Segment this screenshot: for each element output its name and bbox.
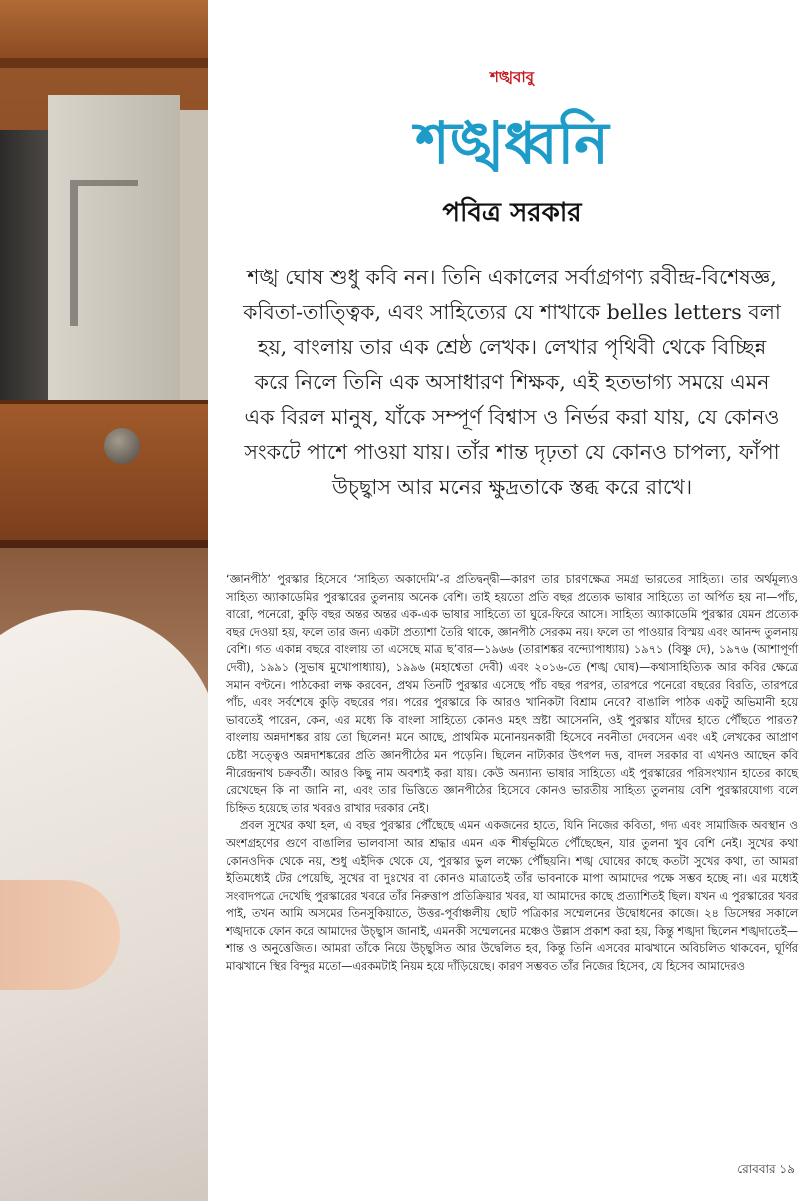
section-kicker: শঙ্খবাবু [489, 68, 535, 86]
body-paragraph-2: প্রবল সুখের কথা হল, এ বছর পুরস্কার পৌঁছেছে এমন একজনের হাতে, যিনি নিজের কবিতা, গদ্য এবং সামাজিক অবস্থান ও অংশগ্রহণের গুণে বাঙালির ভালবাসা আর শ্রদ্ধার এমন এক শীর্ষভূমিতে পৌঁছেছেন, যার তুলনা খুব বেশি নেই। সুখের কথা কোনওদিক থেকে নয়, শুধু এইদিক থেকে যে, পুরস্কার ভুল লক্ষ্যে পৌঁছয়নি। শঙ্খ ঘোষের কাছে কতটা সুখের কথা, তা আমরা ইতিমধ্যেই টের পেয়েছি, সুখের বা দুঃখের বা কোনও মাত্রাতেই তাঁর ভাবনাকে মাপা আমাদের পক্ষে সম্ভব হচ্ছে না। এর মধ্যেই সংবাদপত্রে দেখেছি পুরস্কারের খবরে তাঁর নিরুত্তাপ প্রতিক্রিয়ার খবর, যা আমাদের কাছে প্রত্যাশিতই ছিল। যখন এ পুরস্কারের খবর পাই, তখন আমি অসমের তিনসুকিয়াতে, উত্তর-পূর্বাঞ্চলীয় ছোট পত্রিকার সম্মেলনের উদ্বোধনের কাজে। ২৪ ডিসেম্বর সকালে শঙ্খদাকে ফোন করে আমাদের উচ্ছ্বাস জানাই, এমনকী সম্মেলনের মঞ্চেও উল্লাস প্রকাশ করা হয়, কিন্তু শঙ্খদা ছিলেন শঙ্খদাতেই—শান্ত ও অনুত্তেজিত। আমরা তাঁকে নিয়ে উচ্ছ্বসিত আর উদ্বেলিত হব, কিন্তু তিনি এসবের মাঝখানে অবিচলিত থাকবেন, ঘূর্ণির মাঝখানে স্থির বিন্দুর মতো—এরকমটাই নিয়ম হয়ে দাঁড়িয়েছে। কারণ সম্ভবত তাঁর নিজের হিসেব, যে হিসেব আমাদেরও [226, 819, 798, 974]
photo-shelf-top [0, 0, 208, 60]
article-body [226, 571, 798, 976]
lead-paragraph: শঙ্খ ঘোষ শুধু কবি নন। তিনি একালের সর্বাগ্রগণ্য রবীন্দ্র-বিশেষজ্ঞ, কবিতা-তাত্ত্বিক, এবং সাহিত্যের যে শাখাকে belles letters বলা হয়, বাংলায় তার এক শ্রেষ্ঠ লেখক। লেখার পৃথিবী থেকে বিচ্ছিন্ন করে নিলে তিনি এক অসাধারণ শিক্ষক, এই হতভাগ্য সময়ে এমন এক বিরল মানুষ, যাঁকে সম্পূর্ণ বিশ্বাস ও নির্ভর করা যায়, যে কোনও সংকটে পাশে পাওয়া যায়। তাঁর শান্ত দৃঢ়তা যে কোনও চাপল্য, ফাঁপা উচ্ছ্বাস আর মনের ক্ষুদ্রতাকে স্তব্ধ করে রাখে। [243, 265, 781, 499]
photo-shelf-edge [0, 58, 208, 68]
photo-book-lettering [70, 180, 138, 326]
page-footer: রোববার ১৯ [737, 1162, 795, 1176]
photo-drawer [0, 400, 208, 544]
photo-drawer-knob [104, 428, 140, 464]
photo-person-hand [0, 880, 120, 990]
photo-book-light-2 [180, 110, 208, 400]
article-title: শঙ্খধ্বনি [415, 109, 609, 177]
photo-drawer-edge [0, 540, 208, 548]
photo-book-dark [0, 130, 48, 400]
cover-photo [0, 0, 208, 1201]
article-author: পবিত্র সরকার [442, 198, 582, 228]
body-paragraph-1: ‘জ্ঞানপীঠ’ পুরস্কার হিসেবে ‘সাহিত্য অকাদেমি’-র প্রতিদ্বন্দ্বী—কারণ তার চারণক্ষেত্র সমগ্র ভারতের সাহিত্য। তার অর্থমূল্যও সাহিত্য অ্যাকাডেমির পুরস্কারের তুলনায় অনেক বেশি। তাই হয়তো প্রতি বছর প্রত্যেক ভাষার সাহিত্যে তা অর্পিত হয় না—পাঁচ, বারো, পনেরো, কুড়ি বছর অন্তর অন্তর এক-এক ভাষার সাহিত্যে তা ঘুরে-ফিরে আসে। সাহিত্য অ্যাকাডেমি পুরস্কার যেমন প্রত্যেক বছর দেওয়া হয়, ফলে তার জন্য একটা প্রত্যাশা তৈরি থাকে, জ্ঞানপীঠ সেরকম নয়। ফলে তা পাওয়ার বিস্ময় এবং আনন্দ তুলনায় বেশি। গত একান্ন বছরে বাংলায় তা এসেছে মাত্র ছ’বার—১৯৬৬ (তারাশঙ্কর বন্দ্যোপাধ্যায়) ১৯৭১ (বিষ্ণু দে), ১৯৭৬ (আশাপূর্ণা দেবী), ১৯৯১ (সুভাষ মুখোপাধ্যায়), ১৯৯৬ (মহাশ্বেতা দেবী) এবং ২০১৬-তে (শঙ্খ ঘোষ)—কথাসাহিত্যিক আর কবির ক্ষেত্রে সমান বণ্টনে। পাঠকেরা লক্ষ করবেন, প্রথম তিনটি পুরস্কার এসেছে পাঁচ বছর পরপর, তারপরে পনেরো বছরের বিরতি, তারপরে পাঁচ, এবং সর্বশেষে কুড়ি বছরের পর। পরের পুরস্কারে কি আরও খানিকটা বিশ্রাম নেবে? বাঙালি পাঠক একটু অভিমানী হয়ে ভাবতেই পারেন, কেন, এর মধ্যে কি বাংলা সাহিত্যে কোনও মহৎ স্রষ্টা আসেননি, ওই পুরস্কার যাঁদের হাতে পৌঁছতে পারত? বাংলায় অন্নদাশঙ্কর রায় তো ছিলেন! মনে আছে, প্রাথমিক মনোনয়নকারী হিসেবে নবনীতা দেবসেন এবং এই লেখকের আপ্রাণ চেষ্টা সত্ত্বেও অন্নদাশঙ্করের প্রতি জ্ঞানপীঠের মন পড়েনি। ছিলেন নাট্যকার উৎপল দত্ত, বাদল সরকার বা এখনও আছেন কবি নীরেন্দ্রনাথ চক্রবর্তী। আরও কিছু নাম অবশ্যই করা যায়। কেউ অন্যান্য ভাষার সাহিত্যে এই পুরস্কারের পরিসংখ্যান হাতের কাছে রেখেছেন কি না জানি না, এবং তার ভিত্তিতে জ্ঞানপীঠের হিসেবে কোনও ভারতীয় সাহিত্য তুলনায় বেশি পুরস্কারযোগ্য বলে চিহ্নিত হয়েছে তার খবরও রাখার দরকার নেই। [226, 573, 798, 815]
